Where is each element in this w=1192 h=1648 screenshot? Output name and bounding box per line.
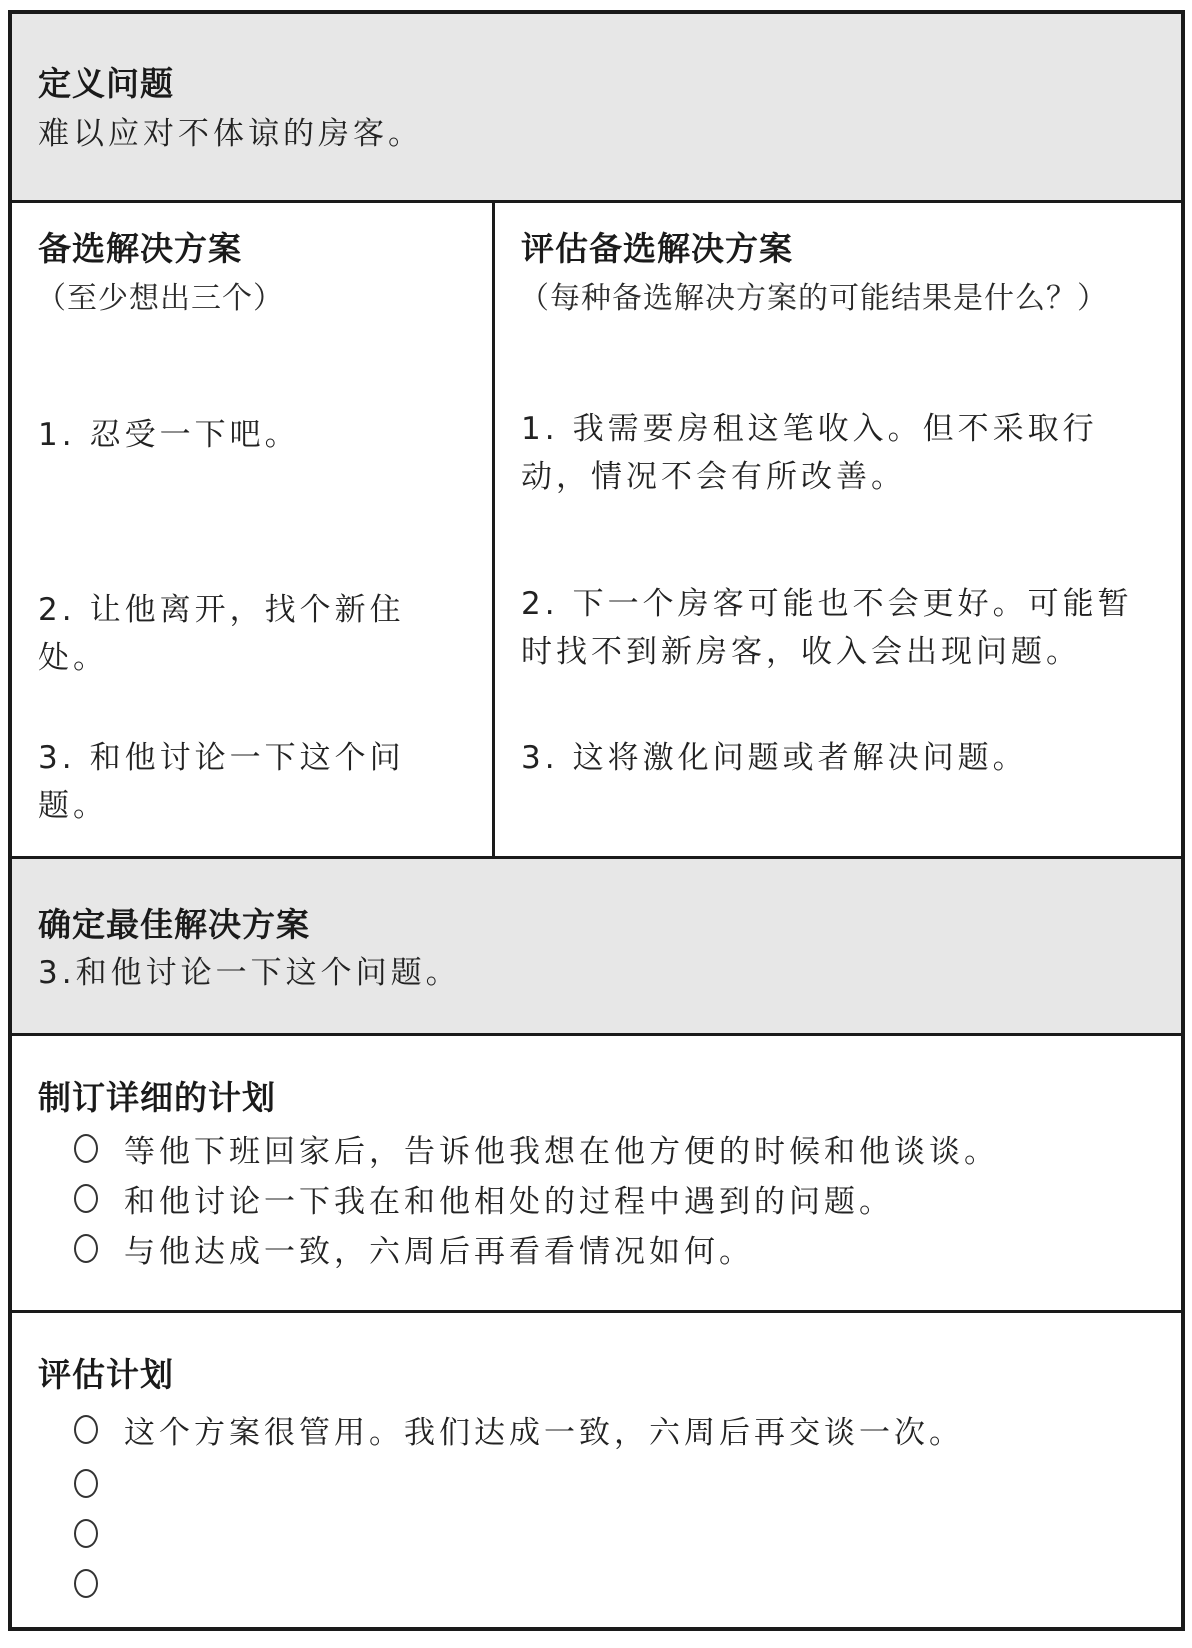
- alternatives-column: [12, 203, 495, 856]
- solutions-columns-section: [12, 200, 1181, 856]
- bullet-text: 等他下班回家后，告诉他我想在他方便的时候和他谈谈。: [124, 1134, 999, 1170]
- item-text: 让他离开，找个新住处。: [38, 592, 405, 677]
- item-number: 3.: [521, 740, 559, 776]
- item-number: 2.: [38, 592, 76, 628]
- list-item: [74, 1563, 1151, 1598]
- list-item: [521, 580, 1153, 676]
- evaluate-plan-section: [12, 1310, 1181, 1627]
- circle-bullet-icon: [74, 1234, 98, 1263]
- bullet-text: 和他讨论一下我在和他相处的过程中遇到的问题。: [124, 1184, 894, 1220]
- list-item: [38, 586, 464, 682]
- item-number: 2.: [521, 586, 559, 622]
- circle-bullet-icon: [74, 1415, 98, 1444]
- item-number: 1.: [521, 411, 559, 447]
- bullet-text: 与他达成一致，六周后再看看情况如何。: [124, 1234, 754, 1270]
- define-problem-section: [12, 14, 1181, 200]
- list-item: [521, 734, 1153, 782]
- item-number: 3.: [38, 740, 76, 776]
- alternatives-subtitle: （至少想出三个）: [36, 281, 284, 316]
- define-problem-title: 定义问题: [38, 64, 174, 103]
- define-problem-answer: 难以应对不体谅的房客。: [38, 116, 423, 152]
- evaluation-title: 评估备选解决方案: [521, 229, 793, 268]
- bullet-text: 这个方案很管用。我们达成一致，六周后再交谈一次。: [124, 1415, 964, 1451]
- item-text: 忍受一下吧。: [89, 417, 300, 453]
- best-solution-answer: 3.和他讨论一下这个问题。: [38, 955, 461, 991]
- circle-bullet-icon: [74, 1569, 98, 1598]
- list-item: [38, 411, 464, 459]
- list-item: [74, 1513, 1151, 1548]
- item-text: 和他讨论一下这个问题。: [38, 740, 405, 825]
- list-item: [74, 1463, 1151, 1498]
- item-number: 1.: [38, 417, 76, 453]
- list-item: [74, 1178, 1151, 1226]
- circle-bullet-icon: [74, 1134, 98, 1163]
- circle-bullet-icon: [74, 1184, 98, 1213]
- evaluate-plan-title: 评估计划: [38, 1355, 174, 1394]
- item-text: 我需要房租这笔收入。但不采取行动，情况不会有所改善。: [521, 411, 1098, 496]
- list-item: [38, 734, 464, 830]
- list-item: [74, 1409, 1151, 1457]
- list-item: [521, 405, 1153, 501]
- alternatives-title: 备选解决方案: [38, 229, 242, 268]
- circle-bullet-icon: [74, 1519, 98, 1548]
- evaluation-column: [495, 203, 1181, 856]
- circle-bullet-icon: [74, 1469, 98, 1498]
- worksheet-table: [8, 10, 1185, 1631]
- list-item: [74, 1228, 1151, 1276]
- detailed-plan-title: 制订详细的计划: [38, 1078, 276, 1117]
- best-solution-title: 确定最佳解决方案: [38, 905, 310, 944]
- best-solution-section: [12, 856, 1181, 1033]
- item-text: 这将激化问题或者解决问题。: [572, 740, 1028, 776]
- item-text: 下一个房客可能也不会更好。可能暂时找不到新房客，收入会出现问题。: [521, 586, 1133, 671]
- list-item: [74, 1128, 1151, 1176]
- detailed-plan-section: [12, 1033, 1181, 1310]
- evaluation-subtitle: （每种备选解决方案的可能结果是什么？）: [519, 281, 1108, 316]
